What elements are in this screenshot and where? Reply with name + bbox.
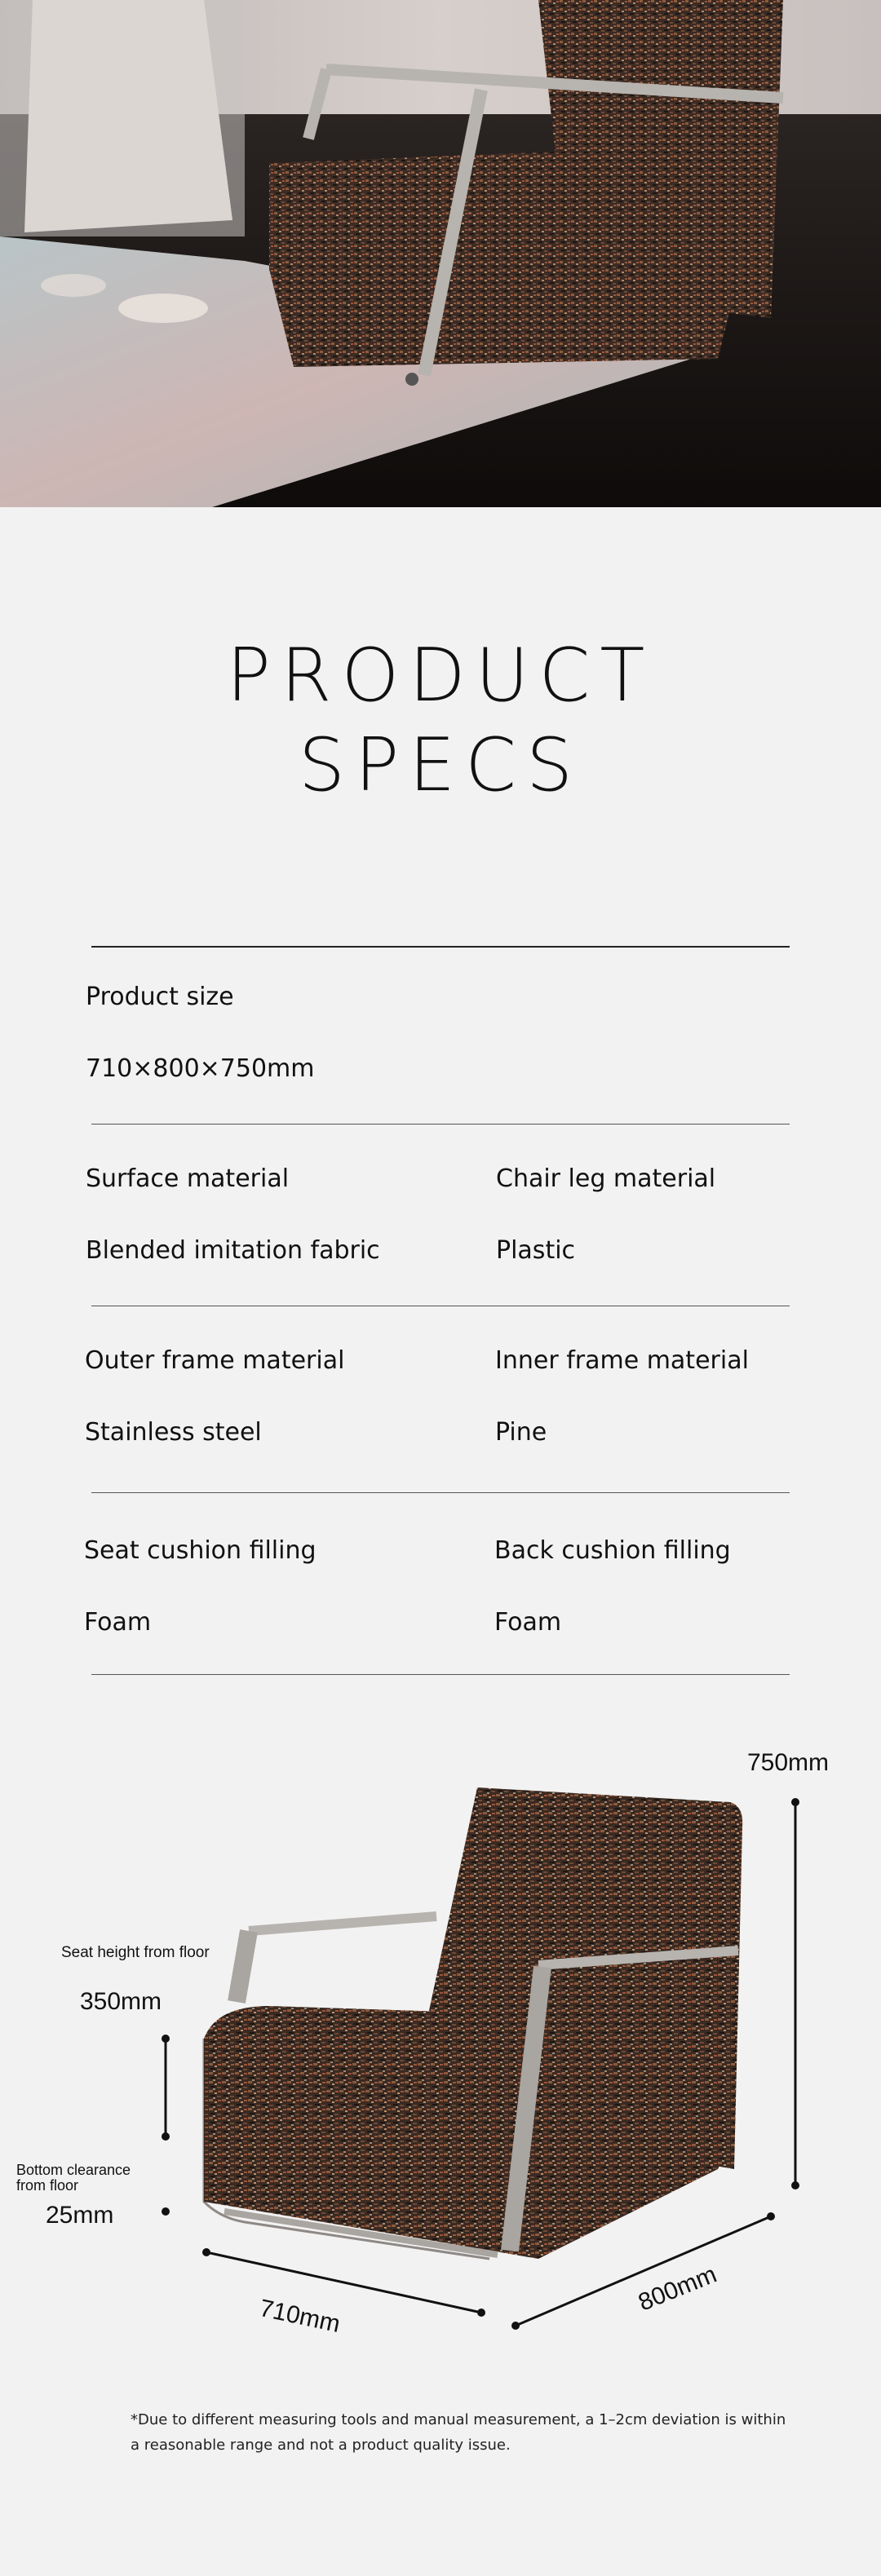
spec-label-chair-leg-material: Chair leg material: [496, 1164, 716, 1193]
spec-label-outer-frame-material: Outer frame material: [85, 1346, 345, 1375]
spec-value-surface-material: Blended imitation fabric: [86, 1236, 380, 1265]
hero-photo: [0, 0, 881, 507]
bottom-clearance-label: 25mm: [46, 2202, 114, 2229]
height-label: 750mm: [747, 1749, 830, 1776]
divider: [91, 946, 790, 948]
spec-label-product-size: Product size: [86, 983, 234, 1011]
spec-value-seat-cushion-filling: Foam: [84, 1608, 152, 1637]
lounge-chair-scene-image: [0, 0, 881, 507]
width-dimension-line: [206, 2252, 481, 2313]
depth-label: 800mm: [635, 2260, 721, 2317]
divider: [91, 1674, 790, 1675]
spec-label-seat-cushion-filling: Seat cushion filling: [84, 1536, 317, 1565]
divider: [91, 1124, 790, 1125]
page-title-line-2: SPECS: [298, 722, 583, 808]
disclaimer-note: [131, 2407, 799, 2458]
divider: [91, 1492, 790, 1493]
width-label: 710mm: [257, 2295, 343, 2339]
disclaimer-line-2: a reasonable range and not a product quality issue.: [131, 2437, 511, 2454]
spec-value-inner-frame-material: Pine: [495, 1418, 547, 1447]
spec-value-outer-frame-material: Stainless steel: [85, 1418, 262, 1447]
bottom-clearance-caption-line-2: from floor: [16, 2177, 79, 2194]
spec-label-surface-material: Surface material: [86, 1164, 290, 1193]
bottom-clearance-caption-line-1: Bottom clearance: [16, 2162, 131, 2178]
spec-label-inner-frame-material: Inner frame material: [495, 1346, 749, 1375]
spec-label-back-cushion-filling: Back cushion filling: [494, 1536, 731, 1565]
spec-value-chair-leg-material: Plastic: [496, 1236, 576, 1265]
seat-height-caption: Seat height from floor: [61, 1944, 210, 1961]
spec-value-back-cushion-filling: Foam: [494, 1608, 562, 1637]
chair-illustration: [204, 1787, 742, 2259]
disclaimer-line-1: *Due to different measuring tools and manual measurement, a 1–2cm deviation is within: [131, 2411, 786, 2428]
spec-value-product-size: 710×800×750mm: [86, 1054, 315, 1083]
bottom-clearance-caption: [16, 2163, 131, 2194]
seat-height-label: 350mm: [80, 1988, 162, 2015]
page-title-line-1: PRODUCT: [226, 633, 655, 718]
dimension-diagram: [0, 1696, 881, 2348]
